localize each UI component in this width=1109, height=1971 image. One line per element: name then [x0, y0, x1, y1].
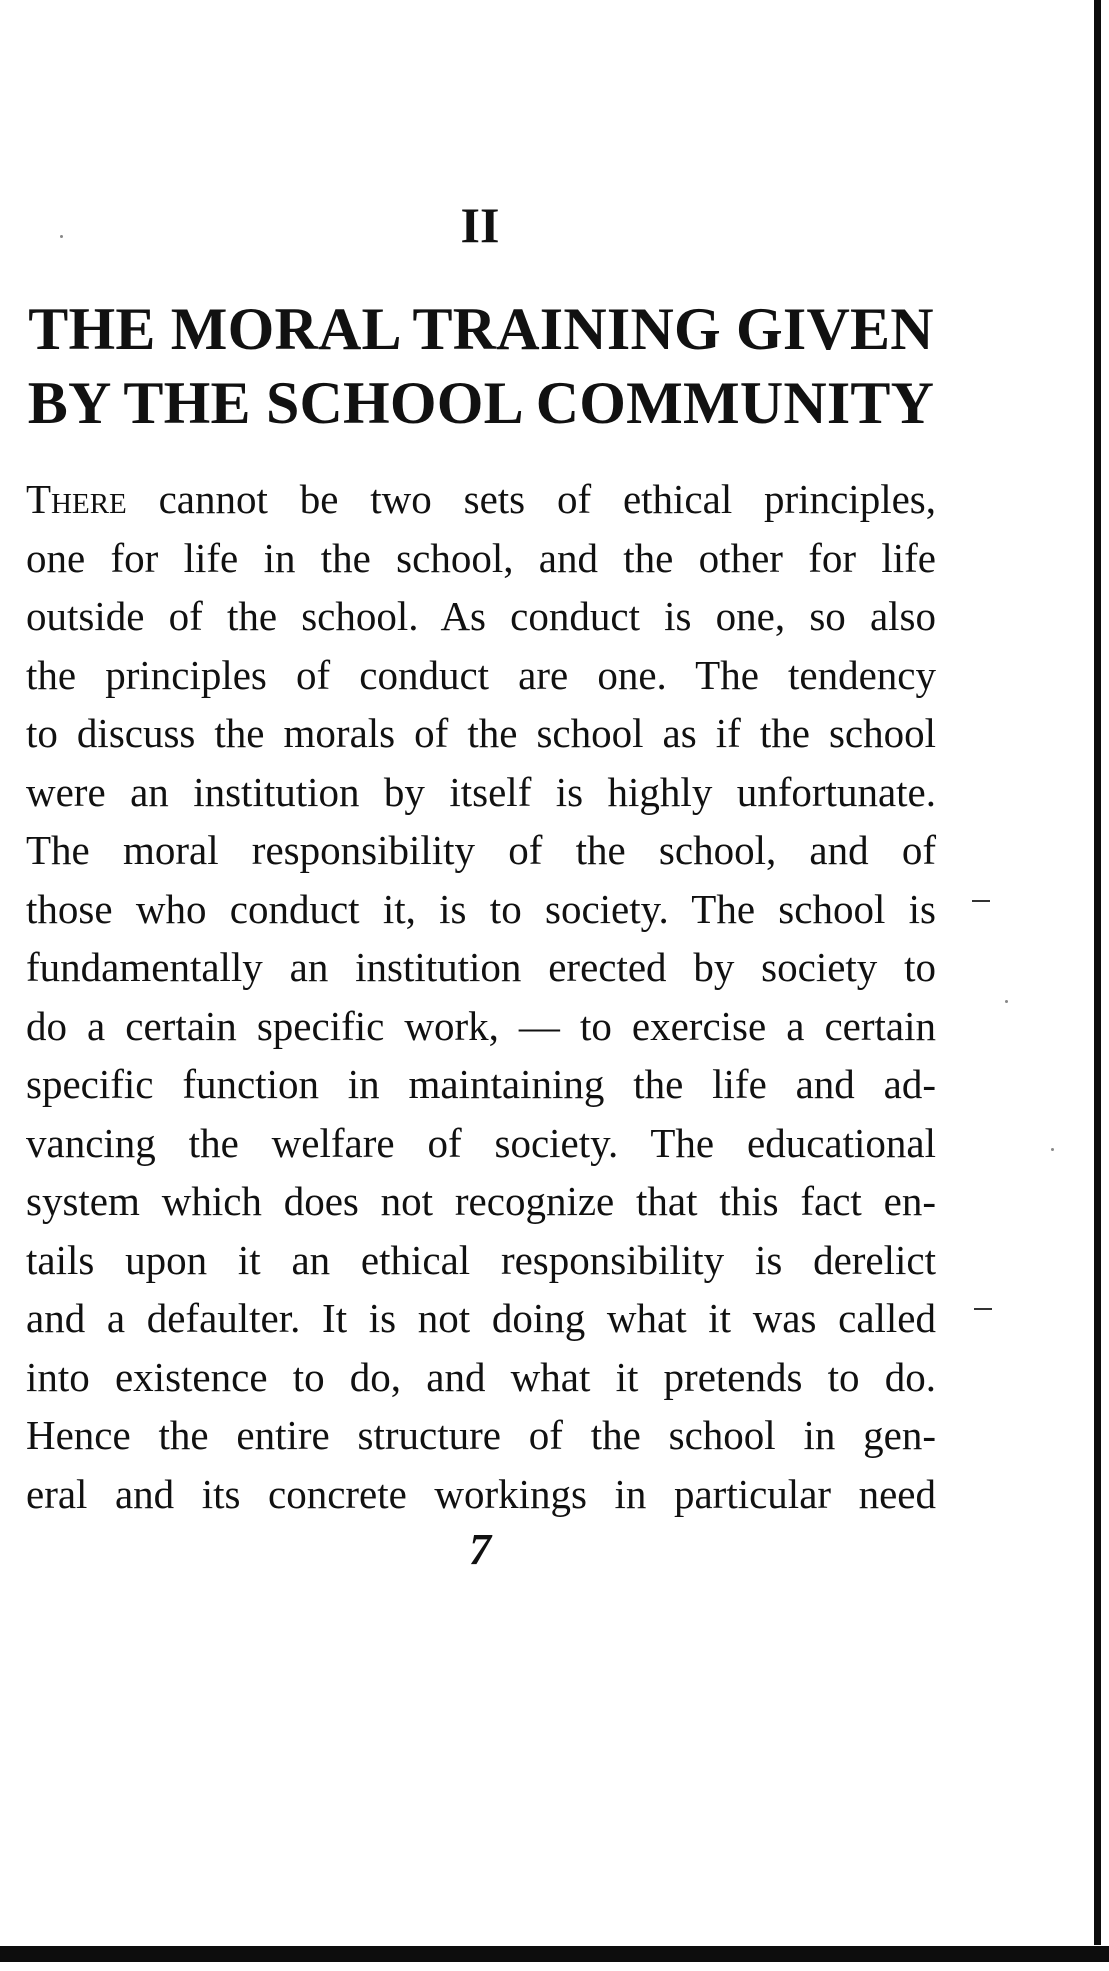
page-bottom-edge-shadow [0, 1946, 1109, 1962]
text-line: those who conduct it, is to society. The school is [26, 885, 936, 932]
chapter-title-line: THE MORAL TRAINING GIVEN [28, 296, 934, 362]
text-line: the principles of conduct are one. The tendency [26, 651, 936, 698]
chapter-title [26, 292, 936, 440]
margin-mark [974, 1308, 992, 1310]
text-line: eral and its concrete workings in particular need [26, 1470, 936, 1517]
text-line: tails upon it an ethical responsibility is derelict [26, 1236, 936, 1283]
text-line: one for life in the school, and the other for life [26, 534, 936, 581]
paper-speck [60, 235, 63, 238]
text-line: into existence to do, and what it pretends to do. [26, 1353, 936, 1400]
text-line-rest: cannot be two sets of ethical principles, [126, 476, 936, 522]
text-line: Hence the entire structure of the school in gen- [26, 1412, 936, 1458]
text-line: were an institution by itself is highly unfortunate. [26, 768, 936, 815]
text-line: The moral responsibility of the school, and of [26, 827, 936, 873]
paper-speck [1051, 1148, 1054, 1151]
body-paragraph [26, 470, 936, 1523]
chapter-number: II [460, 197, 500, 253]
text-line: outside of the school. As conduct is one, so also [26, 593, 936, 639]
opening-word: There [26, 476, 127, 522]
text-line: fundamentally an institution erected by society to [26, 944, 936, 990]
text-line: do a certain specific work, — to exercise a certain [26, 1002, 936, 1049]
text-line: to discuss the morals of the school as if the school [26, 710, 936, 756]
text-line: and a defaulter. It is not doing what it was called [26, 1295, 936, 1341]
text-line [26, 470, 936, 529]
page-right-edge-shadow [1094, 0, 1101, 1945]
margin-mark [972, 900, 990, 902]
text-line: specific function in maintaining the life and ad- [26, 1061, 936, 1107]
text-line: system which does not recognize that this fact en- [26, 1178, 936, 1224]
text-line: vancing the welfare of society. The educational [26, 1119, 936, 1166]
chapter-title-line: BY THE SCHOOL COMMUNITY [27, 370, 935, 436]
paper-speck [1005, 1000, 1008, 1003]
page-number: 7 [469, 1525, 491, 1574]
